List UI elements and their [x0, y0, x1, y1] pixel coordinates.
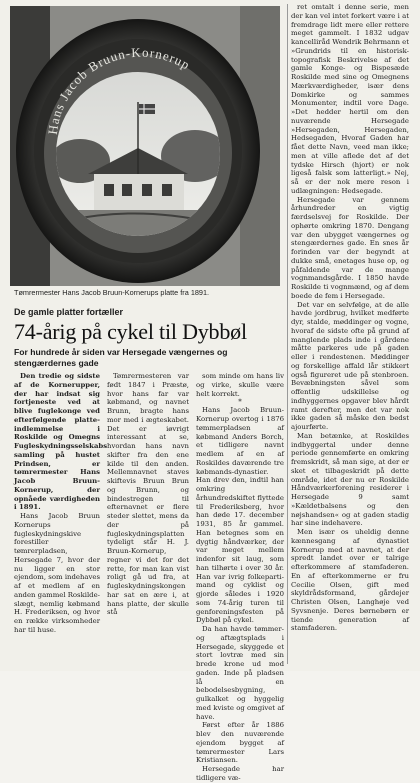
plate-illustration	[10, 6, 280, 286]
plate-rim-text: Hans Jacob Bruun-Kornerup	[44, 44, 193, 136]
article-column-3	[196, 372, 284, 782]
photo-caption: Tømrermester Hans Jacob Bruun-Kornerups platte fra 1891.	[14, 288, 210, 297]
paragraph: Den tredie og sidste af de Kornerupper, der har indsat sig fortjeneste ved at blive fuglekonge ved efterfølgende platte-indlemmelse i Roskilde og Omegns Fugleskydningsselskabs samling på hustet Prindsen, er tømrermester Hans Jacob Bruun-Kornerup, der opnåede værdigheden i 1891.	[14, 372, 108, 512]
paragraph: som minde om hans liv og virke, skulle være helt korrekt.	[196, 372, 284, 398]
paragraph: Hersegade har tidligere væ-	[196, 765, 284, 782]
paragraph: Men især os uheldig denne kænnesgang af dynastiet Kornerup med at navnet, at der spredt landet over er talrige efterkommere af stamfaderen. En af efterkommerne er fru Cecilie Olsen, gift med skyldrådsformand, gårdejer Christen Olsen, Langhøje ved Syvsnenje. Deres børnebørn er tiende generation af stamfaderen.	[291, 528, 409, 633]
article-column-4	[291, 3, 409, 667]
paragraph: Man betænke, at Roskildes indbyggertal under denne periode gennemførte en omkring fremskridt, så man sige, at der er sket et tilbageskridt på dette område, idet der nu er Roskilde Håndværkerforening residerer i Hersegade 9 samt »Kældetbalsens og den nøjshandsen« og at gaden stadig har sine indehavere.	[291, 431, 409, 528]
paragraph: Hersegade var gennem århundreder en vigtig færdselsvej for Roskilde. Der ophørte omkring 1870. Dengang var den ubygget vængernes og stengærdernes gade. En snes år forinden var der begyndt at dukke små, enetages huse op, og påfaldende var de mange vognmandsgårde. I 1850 havde Roskilde ti vognmænd, og af dem boede de fem i Hersegade.	[291, 195, 409, 300]
headline: 74-årig på cykel til Dybbøl	[14, 319, 247, 344]
paragraph: Det var en selvfølge, at de alle havde jordbrug, hvilket medførte dyr, stalde, møddinger og vogne, hvoraf de sidste ofte på grund af manglende plads inde i gårdene måtte parkeres ude på gaden eller i rendestenen. Møddinger og forskellige affald lår stikkert også figureret ude på stenbroen. Bevæbningsten såvel som offentlig udskillelse og indhyggernes opgaver blev hårdt ramt derefter, men det var nok ikke gaden så måske den bedst ajourførte.	[291, 300, 409, 431]
paragraph: Da han havde tømmer- og aftægtsplads i Hersegade, skyggede et stort lovtræ med sin brede krone ud mod gaden. Inde på pladsen lå en bebodelsesbygning, gulkalket og hyggelig med kviste og omgivet af have.	[196, 625, 284, 721]
article-column-1	[14, 372, 108, 634]
series-kicker: De gamle platter fortæller	[14, 307, 124, 317]
paragraph: Hans Jacob Bruun-Kornerup overtog i 1876 tømmerpladsen af købmand Anders Borch, et tidligere navnt medlem af en af Roskildes daværende tre købmands-dynastier. Han drev den, indtil han omkring århundredskiftet flyttede til Frederiksberg, hvor han døde 17. december 1931, 85 år gammel. Han betegnes som en dygtig håndværker, der var meget mellem indenfor sit laug, som han tilhørte i over 30 år. Han var ivrig folkeparti-mand og cyklist og gjorde således i 1920 som 74-årig turen til genforeningsfesten på Dybbøl på cykel.	[196, 406, 284, 625]
section-star: *	[238, 398, 242, 407]
article-column-2	[107, 372, 189, 617]
column-divider	[287, 4, 288, 664]
paragraph: Hans Jacob Bruun Kornerups fugleskydningskive forestiller tømrerpladsen, Hersegade 7, hvor der nu ligger en stor ejendom, som indehaves af et medlem af en anden gammel Roskilde-slægt, nemlig købmand H. Frederiksen, og hvor en række virksomheder har til huse.	[14, 512, 100, 634]
subheadline: For hundrede år siden var Hersegade vængernes og stengærdernes gade	[14, 347, 228, 368]
commemorative-plate-photo	[10, 6, 280, 286]
paragraph: Først efter år 1886 blev den nuværende ejendom bygget af tømrermester Lars Kristiansen.	[196, 721, 284, 765]
paragraph: ret omtalt i denne serie, men der kan vel intet forkert være i at fremdrage lidt mere eller rettere meget gammelt. I 1832 udgav kancelliråd Wendrik Behrmann et »Grundrids til en historisk-topografisk Beskrivelse af det gamle Konge- og Bispesæde Roskilde med sine og Omegnens Mærkværdigheder, især dens Domkirke og sammes Monumenter, indtil vore Dage. »Det hedder hertil om den nuværende Hersegade »Hersegaden, Hersegaden, Hedsegaden, Hvoraf Gaden har fået dette Navn, veed man ikke; men at ville aflede det af det tydske Hirsch (hjort) er nok ligeså falsk som latterligt.» Nej, så er der nok mere reson i udlægningen: Hedsegade.	[291, 3, 410, 195]
paragraph: Tømrermesteren var født 1847 i Præstø, hvor hans far var købmand, og navnet Brunn, bragte hans mor med i ægteskabet. Det er iøvrigt interessant at se, hvordan hans navn skifter fra den ene kilde til den anden. Mellemnavnet staves skiftevis Bruun Brun og Brunn, og bindestregen til efternavnet er flere steder slettet, mens da der på fugleskydningsplatten tydeligt står H. J. Bruun-Kornerup, regner vi det for det rette, for man kan vist roligt gå ud fra, at fugleskydningskongen har sat en ære i, at hans platte, der skulle stå	[107, 372, 189, 617]
